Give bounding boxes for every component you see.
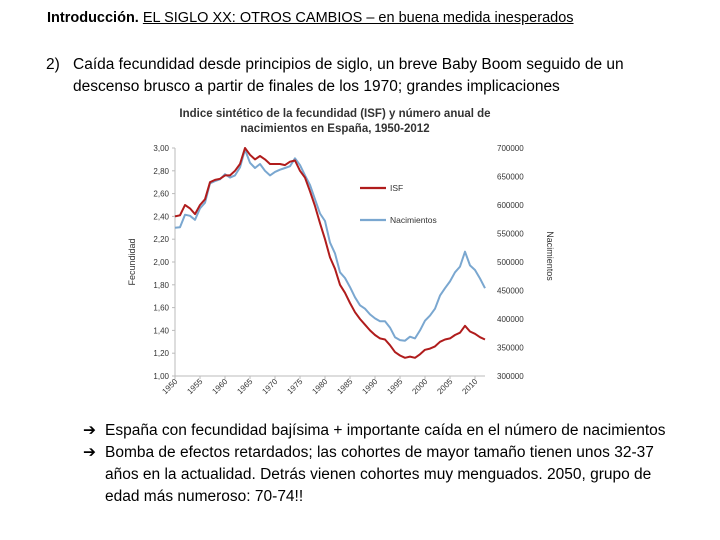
x-tick-label: 1990 bbox=[360, 377, 380, 396]
left-tick-label: 1,60 bbox=[153, 303, 169, 313]
right-tick-label: 600000 bbox=[497, 201, 524, 210]
left-tick-label: 1,80 bbox=[153, 280, 169, 290]
x-tick-label: 1955 bbox=[185, 377, 205, 396]
x-tick-label: 1965 bbox=[235, 377, 255, 396]
x-tick-label: 1950 bbox=[160, 377, 180, 396]
chart-title-line1: Indice sintético de la fecundidad (ISF) y número anual de bbox=[179, 108, 491, 120]
arrow-right-icon: ➔ bbox=[83, 422, 96, 439]
x-tick-label: 1985 bbox=[335, 377, 355, 396]
point-text: Caída fecundidad desde principios de siglo, un breve Baby Boom seguido de un descenso brusco a partir de finales de los 1970; grandes implicaciones bbox=[73, 56, 624, 95]
chart-title-line2: nacimientos en España, 1950-2012 bbox=[240, 123, 430, 135]
right-tick-label: 400000 bbox=[497, 315, 524, 324]
y-axis-right-title: Nacimientos bbox=[545, 231, 555, 281]
chart-series bbox=[175, 148, 485, 358]
right-tick-label: 450000 bbox=[497, 286, 524, 296]
bullet-text: España con fecundidad bajísima + importante caída en el número de nacimientos bbox=[105, 422, 666, 439]
left-tick-label: 2,40 bbox=[153, 212, 169, 222]
legend-label: ISF bbox=[390, 183, 404, 193]
point-number: 2) bbox=[46, 56, 60, 73]
x-tick-label: 1975 bbox=[285, 377, 305, 396]
right-tick-label: 350000 bbox=[497, 343, 524, 353]
right-tick-label: 550000 bbox=[497, 229, 524, 239]
x-tick-label: 2000 bbox=[410, 377, 430, 396]
slide-heading bbox=[47, 10, 574, 26]
x-tick-label: 1995 bbox=[385, 377, 405, 396]
bullet-list bbox=[83, 420, 683, 508]
left-tick-label: 2,20 bbox=[153, 235, 169, 245]
bullet-text: Bomba de efectos retardados; las cohortes de mayor tamaño tienen unos 32-37 años en la actualidad. Detrás vienen cohortes muy menguados. 2050, grupo de edad más numeroso: 70-74!! bbox=[105, 444, 654, 505]
fertility-births-chart bbox=[120, 100, 570, 410]
left-tick-label: 3,00 bbox=[153, 144, 169, 153]
right-tick-label: 500000 bbox=[497, 258, 524, 267]
chart-legend bbox=[360, 183, 437, 225]
left-tick-label: 2,80 bbox=[153, 166, 169, 176]
left-tick-label: 1,20 bbox=[153, 349, 169, 359]
left-tick-label: 2,00 bbox=[153, 258, 169, 267]
heading-title: EL SIGLO XX: OTROS CAMBIOS – en buena medida inesperados bbox=[142, 10, 574, 26]
x-tick-label: 1970 bbox=[260, 377, 280, 396]
series-line-isf bbox=[175, 148, 485, 358]
heading-lead: Introducción. bbox=[47, 10, 139, 26]
legend-label: Nacimientos bbox=[390, 215, 437, 225]
x-tick-label: 1980 bbox=[310, 377, 330, 396]
right-tick-label: 650000 bbox=[497, 172, 524, 182]
x-tick-label: 1960 bbox=[210, 377, 230, 396]
bullet-item-1 bbox=[83, 420, 683, 442]
left-tick-label: 2,60 bbox=[153, 189, 169, 199]
left-tick-label: 1,40 bbox=[153, 326, 169, 336]
chart-axes bbox=[127, 144, 555, 396]
right-tick-label: 300000 bbox=[497, 372, 524, 381]
arrow-right-icon: ➔ bbox=[83, 444, 96, 461]
x-tick-label: 2010 bbox=[460, 377, 480, 396]
right-tick-label: 700000 bbox=[497, 144, 524, 153]
y-axis-left-title: Fecundidad bbox=[127, 238, 137, 286]
x-tick-label: 2005 bbox=[435, 377, 455, 396]
left-tick-label: 1,00 bbox=[153, 372, 169, 381]
bullet-item-2 bbox=[83, 442, 683, 508]
